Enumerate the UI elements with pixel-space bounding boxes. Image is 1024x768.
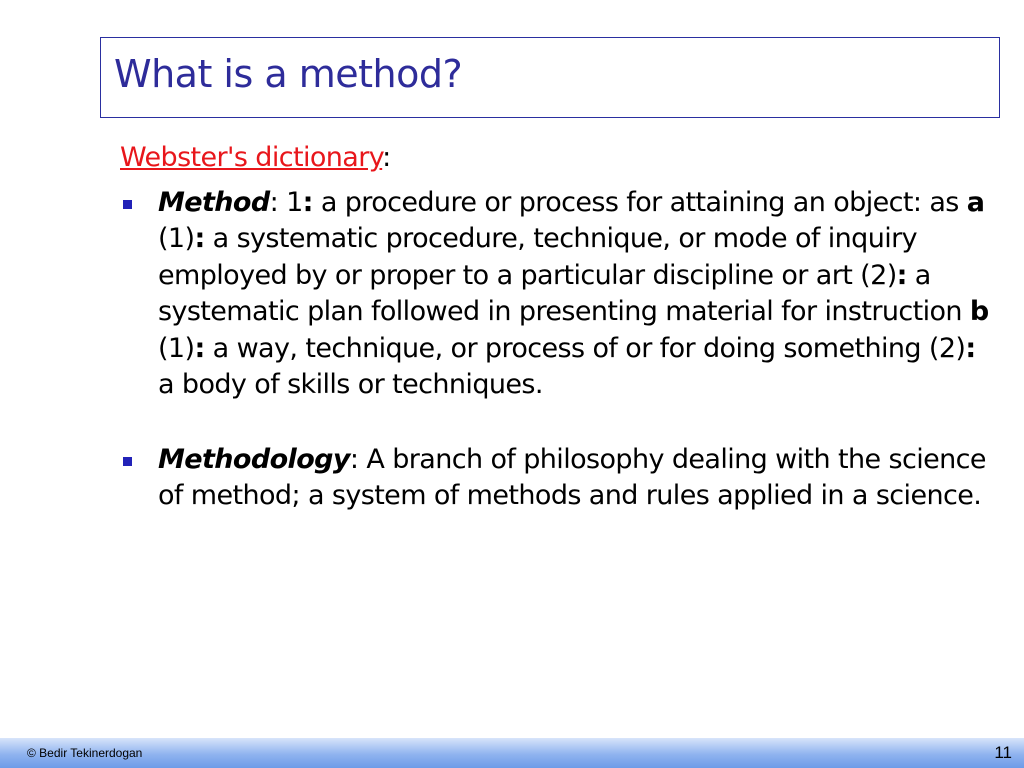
methodology-text: : A branch of philosophy dealing with the science of method; a system of methods and rules applied in a science. (158, 443, 986, 511)
footer-bar (0, 738, 1024, 768)
method-text-6: (1) (158, 332, 195, 364)
method-text-8: a body of skills or techniques. (158, 369, 543, 400)
bullet-methodology (120, 442, 995, 515)
source-suffix: : (382, 142, 391, 173)
slide-title: What is a method? (114, 52, 463, 96)
method-text-5: a systematic plan followed in presenting material for instruction (158, 259, 970, 327)
method-text-7: a way, technique, or process of or for doing something (2) (204, 332, 966, 364)
title-box (100, 37, 1000, 118)
square-bullet-icon (123, 457, 132, 466)
method-bold-4: : (896, 259, 907, 291)
method-bold-3: : (194, 223, 205, 254)
page-number: 11 (994, 743, 1012, 762)
source-line (120, 140, 995, 177)
square-bullet-icon (123, 200, 132, 209)
method-text-1: : 1 (269, 186, 303, 218)
method-bold-2: a (966, 186, 985, 218)
method-text-2: a procedure or process for attaining an object: as (312, 186, 967, 218)
method-bold-5: b (969, 296, 989, 327)
method-text-4: a systematic procedure, technique, or mode of inquiry employed by or proper to a particular discipline or art (2) (158, 223, 917, 291)
method-bold-1: : (302, 186, 313, 218)
method-bold-6: : (194, 332, 205, 364)
methodology-term: Methodology (158, 443, 350, 475)
method-bold-7: : (965, 332, 976, 364)
bullet-method (120, 185, 995, 404)
method-term: Method (158, 186, 270, 218)
websters-dictionary-link[interactable]: Webster's dictionary (120, 142, 383, 173)
method-text-3: (1) (158, 223, 195, 254)
slide-body (120, 140, 995, 515)
footer-copyright: © Bedir Tekinerdogan (27, 746, 143, 760)
